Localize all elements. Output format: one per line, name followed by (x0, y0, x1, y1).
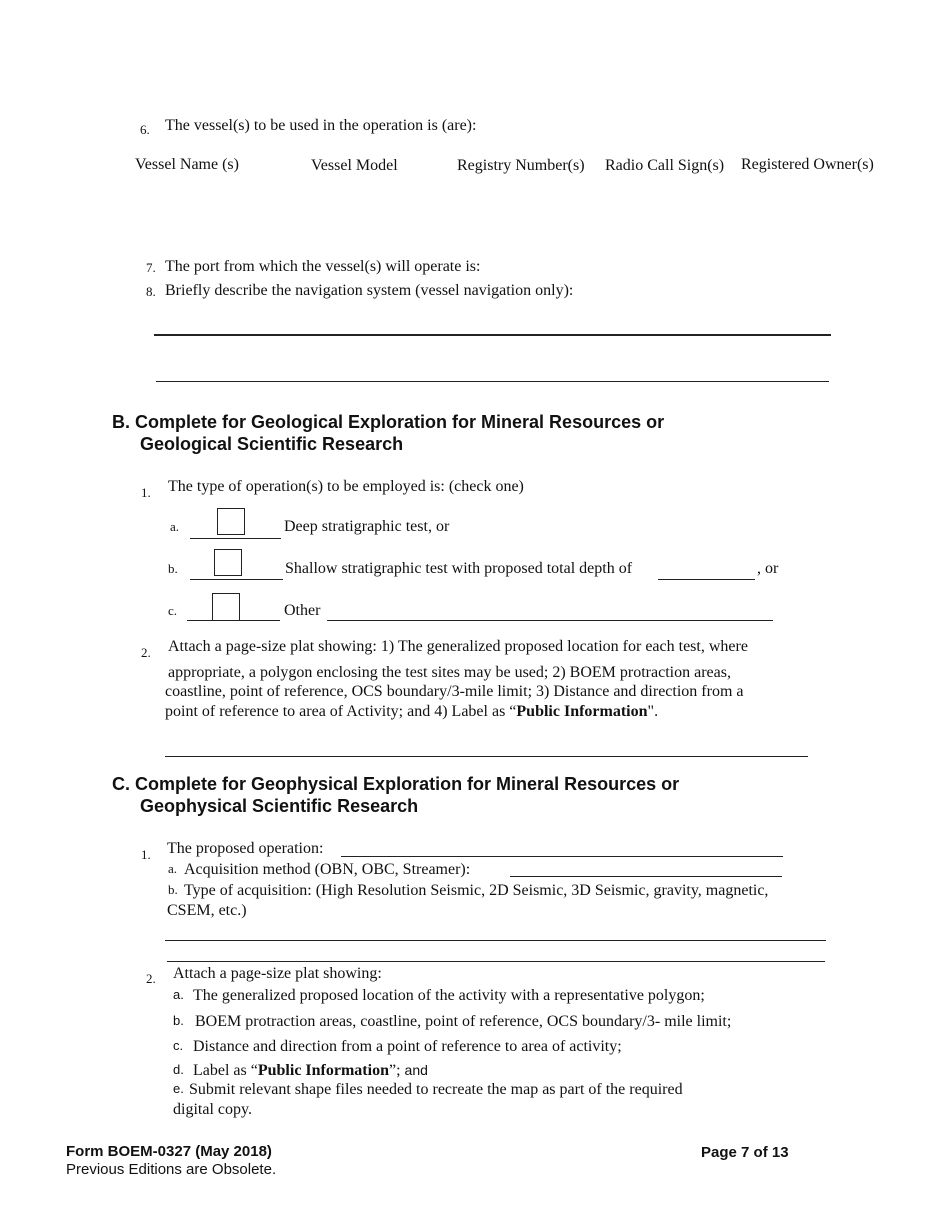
column-header-registry-number: Registry Number(s) (457, 157, 585, 174)
sub-letter: b. (168, 882, 178, 897)
sub-letter: a. (168, 861, 178, 876)
item-number: 1. (141, 485, 151, 500)
proposed-operation-field[interactable] (341, 856, 783, 857)
other-description-field[interactable] (327, 620, 773, 621)
acquisition-type-field[interactable] (165, 940, 826, 941)
acquisition-type-label-cont: CSEM, etc.) (167, 902, 247, 919)
plat-text: ”; (388, 1062, 401, 1079)
acquisition-method-label: Acquisition method (OBN, OBC, Streamer): (184, 861, 471, 878)
item-number: 2. (146, 971, 156, 986)
plat-text: Label as “ (193, 1062, 258, 1079)
option-letter: c. (168, 603, 178, 618)
plat-text: ". (647, 703, 659, 720)
plat-item-e-cont: digital copy. (173, 1101, 252, 1118)
total-depth-field[interactable] (658, 579, 755, 580)
plat-item-d (193, 1062, 428, 1080)
plat-instructions-line: Attach a page-size plat showing: 1) The generalized proposed location for each test, where (168, 638, 748, 655)
checkbox-underline (190, 538, 281, 539)
column-header-radio-call-sign: Radio Call Sign(s) (605, 157, 725, 174)
item-number: 7. (146, 260, 156, 275)
other-checkbox[interactable] (212, 593, 240, 621)
option-label-shallow: Shallow stratigraphic test with proposed total depth of (285, 560, 633, 577)
plat-text: and (404, 1062, 428, 1078)
proposed-operation-label: The proposed operation: (167, 840, 324, 857)
navigation-answer-line[interactable] (154, 334, 831, 336)
plat-item-a: The generalized proposed location of the activity with a representative polygon; (193, 987, 705, 1004)
section-b-heading-line2: Geological Scientific Research (140, 434, 404, 454)
item-number: 6. (140, 122, 150, 137)
plat-answer-line[interactable] (165, 756, 808, 757)
column-header-vessel-model: Vessel Model (311, 157, 398, 174)
plat-item-c: Distance and direction from a point of reference to area of activity; (193, 1038, 622, 1055)
deep-stratigraphic-checkbox[interactable] (217, 508, 245, 535)
plat-instructions-line (165, 703, 658, 721)
option-letter: b. (168, 561, 178, 576)
port-question: The port from which the vessel(s) will operate is: (165, 258, 481, 275)
sub-letter: a. (173, 987, 184, 1002)
sub-letter: d. (173, 1062, 184, 1077)
plat-item-b: BOEM protraction areas, coastline, point of reference, OCS boundary/3- mile limit; (195, 1013, 732, 1030)
plat-text: point of reference to area of Activity; and 4) Label as “ (165, 703, 517, 720)
public-information-label: Public Information (257, 1062, 389, 1079)
sub-letter: c. (173, 1038, 184, 1053)
sub-letter: e. (173, 1081, 184, 1096)
acquisition-type-label: Type of acquisition: (High Resolution Seismic, 2D Seismic, 3D Seismic, gravity, magnetic, (184, 882, 769, 899)
plat-instructions-line: appropriate, a polygon enclosing the test sites may be used; 2) BOEM protraction areas, (168, 664, 731, 681)
form-identifier: Form BOEM-0327 (May 2018) (66, 1143, 272, 1160)
section-c-heading: C. Complete for Geophysical Exploration for Mineral Resources or (112, 774, 680, 794)
acquisition-method-field[interactable] (510, 876, 782, 877)
column-header-vessel-name: Vessel Name (s) (135, 156, 239, 173)
option-label-deep: Deep stratigraphic test, or (284, 518, 450, 535)
item-number: 2. (141, 645, 151, 660)
checkbox-underline (187, 620, 280, 621)
vessel-question: The vessel(s) to be used in the operation is (are): (165, 117, 477, 134)
item-number: 8. (146, 284, 156, 299)
option-letter: a. (170, 519, 180, 534)
option-label-other: Other (284, 602, 321, 619)
column-header-registered-owner: Registered Owner(s) (741, 156, 874, 173)
acquisition-type-field[interactable] (167, 961, 825, 962)
plat-instructions-line: coastline, point of reference, OCS boundary/3-mile limit; 3) Distance and direction from a (165, 683, 744, 700)
shallow-stratigraphic-checkbox[interactable] (214, 549, 242, 576)
section-b-heading: B. Complete for Geological Exploration for Mineral Resources or (112, 412, 665, 432)
plat-heading: Attach a page-size plat showing: (173, 965, 382, 982)
sub-letter: b. (173, 1013, 184, 1028)
option-suffix: , or (757, 560, 779, 577)
page-number: Page 7 of 13 (701, 1144, 789, 1161)
navigation-answer-line[interactable] (156, 381, 829, 382)
item-number: 1. (141, 847, 151, 862)
plat-item-e: Submit relevant shape files needed to recreate the map as part of the required (189, 1081, 683, 1098)
operation-type-question: The type of operation(s) to be employed is: (check one) (168, 478, 524, 495)
navigation-question: Briefly describe the navigation system (vessel navigation only): (165, 282, 574, 299)
public-information-label: Public Information (516, 703, 648, 720)
checkbox-underline (190, 579, 283, 580)
section-c-heading-line2: Geophysical Scientific Research (140, 796, 419, 816)
obsolete-note: Previous Editions are Obsolete. (66, 1161, 277, 1178)
